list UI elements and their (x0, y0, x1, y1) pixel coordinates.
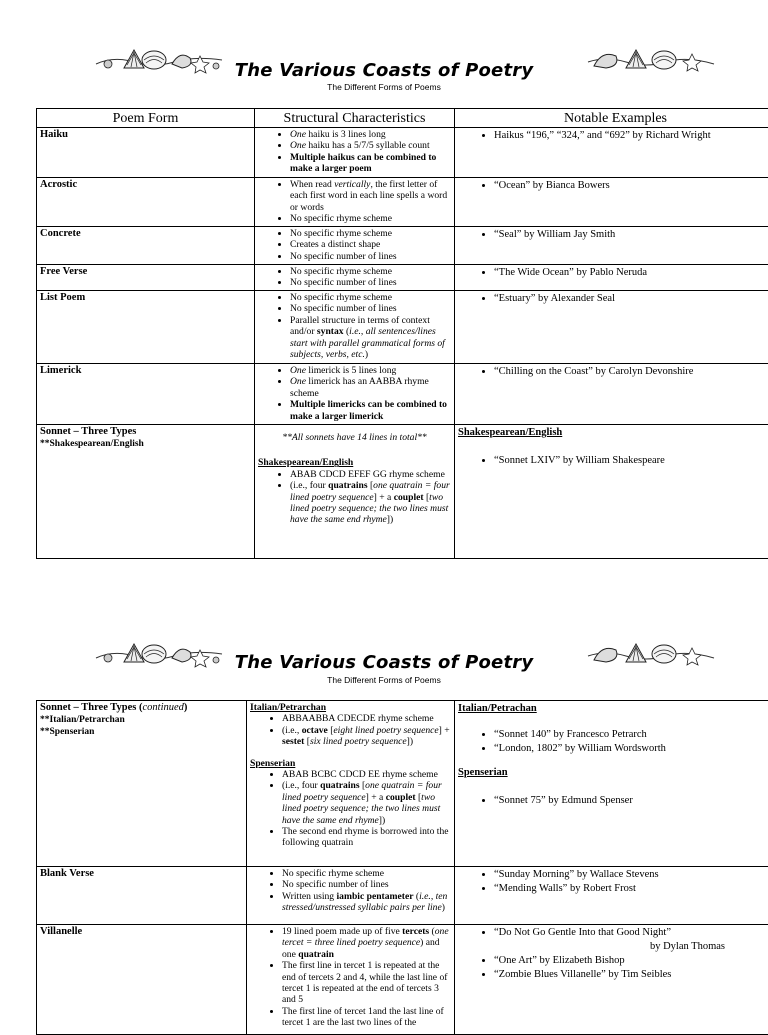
examples-cell (455, 128, 768, 178)
example-item: • “Sunday Morning” by Wallace Stevens (494, 868, 768, 882)
structure-cell (255, 227, 455, 265)
table-row (37, 925, 768, 1035)
table-row (37, 265, 768, 291)
examples-cell (455, 227, 768, 265)
table-row (37, 291, 768, 364)
page1-header (0, 38, 768, 118)
list-item: • No specific number of lines (282, 879, 451, 890)
poem-form-cell (37, 701, 247, 867)
poem-form-name: List Poem (37, 291, 255, 364)
table-row (37, 364, 768, 425)
list-item: • One haiku has a 5/7/5 syllable count (290, 140, 451, 151)
list-item: • No specific number of lines (290, 251, 451, 262)
list-item: • (i.e., four quatrains [one quatrain = four lined poetry sequence] + a couplet [two lined poetry sequence; the two lines must have the same end rhyme]) (282, 780, 451, 826)
poem-form-name: Sonnet – Three Types (40, 426, 136, 437)
subtype-heading: Spenserian (250, 758, 451, 769)
list-item: • The second end rhyme is borrowed into the following quatrain (282, 826, 451, 849)
table-row (37, 701, 768, 867)
examples-cell (455, 265, 768, 291)
table-row (37, 425, 768, 559)
subtype-heading: Italian/Petrachan (458, 702, 768, 716)
poem-form-name: Haiku (37, 128, 255, 178)
table-row (37, 867, 768, 925)
example-item: • “Sonnet LXIV” by William Shakespeare (494, 454, 768, 468)
structure-cell (247, 701, 455, 867)
list-item: • No specific rhyme scheme (282, 868, 451, 879)
page-title: The Various Coasts of Poetry (0, 652, 768, 673)
example-item: • “London, 1802” by William Wordsworth (494, 742, 768, 756)
list-item: • ABAB CDCD EFEF GG rhyme scheme (290, 469, 451, 480)
poem-form-name: Acrostic (37, 178, 255, 227)
structure-cell (255, 265, 455, 291)
poem-forms-table-continued (36, 700, 768, 1035)
example-item: • “Zombie Blues Villanelle” by Tim Seibles (494, 968, 768, 982)
page-subtitle: The Different Forms of Poems (0, 675, 768, 685)
column-header: Structural Characteristics (255, 109, 455, 128)
list-item: • No specific rhyme scheme (290, 292, 451, 303)
poem-form-subtype: **Spenserian (40, 726, 243, 738)
example-item: • “Do Not Go Gentle Into that Good Night” by Dylan Thomas (494, 926, 768, 954)
list-item: • Multiple haikus can be combined to make a larger poem (290, 152, 451, 175)
page-title: The Various Coasts of Poetry (0, 60, 768, 81)
structure-cell (255, 425, 455, 559)
examples-cell (455, 291, 768, 364)
structure-cell (255, 364, 455, 425)
example-item: • “The Wide Ocean” by Pablo Neruda (494, 266, 768, 280)
structure-cell (255, 178, 455, 227)
list-item: • One limerick is 5 lines long (290, 365, 451, 376)
examples-cell (455, 701, 768, 867)
structure-cell (255, 291, 455, 364)
subtype-heading: Spenserian (458, 766, 768, 780)
example-item: • Haikus “196,” “324,” and “692” by Richard Wright (494, 129, 768, 143)
list-item: • One haiku is 3 lines long (290, 129, 451, 140)
table-header-row (37, 109, 768, 128)
example-item: • “One Art” by Elizabeth Bishop (494, 954, 768, 968)
list-item: • When read vertically, the first letter of each first word in each line spells a word or words (290, 179, 451, 213)
list-item: • ABBAABBA CDECDE rhyme scheme (282, 713, 451, 724)
page-subtitle: The Different Forms of Poems (0, 82, 768, 92)
list-item: • Written using iambic pentameter (i.e., ten stressed/unstressed syllabic pairs per line) (282, 891, 451, 914)
poem-form-subtype: **Italian/Petrarchan (40, 714, 243, 726)
list-item: • No specific rhyme scheme (290, 266, 451, 277)
poem-forms-table (36, 108, 768, 559)
structure-cell (247, 867, 455, 925)
examples-cell (455, 364, 768, 425)
table-row (37, 178, 768, 227)
example-item: • “Sonnet 75” by Edmund Spenser (494, 794, 768, 808)
examples-cell (455, 867, 768, 925)
subtype-heading: Italian/Petrarchan (250, 702, 451, 713)
poem-form-name: Sonnet – Three Types (continued) (40, 702, 187, 713)
list-item: • No specific number of lines (290, 277, 451, 288)
examples-cell (455, 178, 768, 227)
poem-form-cell (37, 425, 255, 559)
example-item: • “Sonnet 140” by Francesco Petrarch (494, 728, 768, 742)
list-item: • The first line of tercet 1and the last line of tercet 1 are the last two lines of the (282, 1006, 451, 1029)
poem-form-name: Limerick (37, 364, 255, 425)
example-item: • “Ocean” by Bianca Bowers (494, 179, 768, 193)
example-item: • “Seal” by William Jay Smith (494, 228, 768, 242)
example-item: • “Mending Walls” by Robert Frost (494, 882, 768, 896)
poem-form-subtype: **Shakespearean/English (40, 438, 251, 450)
list-item: • No specific number of lines (290, 303, 451, 314)
list-item: • Creates a distinct shape (290, 239, 451, 250)
list-item: • The first line in tercet 1 is repeated at the end of tercets 2 and 4, while the last line of tercet 1 is repeated at the end of tercets 3 and 5 (282, 960, 451, 1006)
list-item: • Parallel structure in terms of context and/or syntax (i.e., all sentences/lines start with parallel grammatical forms of subjects, verbs, etc.) (290, 315, 451, 361)
poem-form-name: Blank Verse (37, 867, 247, 925)
structure-cell (247, 925, 455, 1035)
examples-cell (455, 925, 768, 1035)
list-item: • (i.e., octave [eight lined poetry sequence] + sestet [six lined poetry sequence]) (282, 725, 451, 748)
list-item: • 19 lined poem made up of five tercets (one tercet = three lined poetry sequence) and one quatrain (282, 926, 451, 960)
poem-form-name: Villanelle (37, 925, 247, 1035)
example-item: • “Chilling on the Coast” by Carolyn Devonshire (494, 365, 768, 379)
table-row (37, 128, 768, 178)
poem-form-name: Free Verse (37, 265, 255, 291)
column-header: Notable Examples (455, 109, 768, 128)
poem-form-name: Concrete (37, 227, 255, 265)
column-header: Poem Form (37, 109, 255, 128)
list-item: • No specific rhyme scheme (290, 228, 451, 239)
list-item: • One limerick has an AABBA rhyme scheme (290, 376, 451, 399)
list-item: • No specific rhyme scheme (290, 213, 451, 224)
list-item: • Multiple limericks can be combined to make a larger limerick (290, 399, 451, 422)
examples-cell (455, 425, 768, 559)
subtype-heading: Shakespearean/English (458, 426, 768, 440)
structure-cell (255, 128, 455, 178)
list-item: • ABAB BCBC CDCD EE rhyme scheme (282, 769, 451, 780)
table-row (37, 227, 768, 265)
list-item: • (i.e., four quatrains [one quatrain = four lined poetry sequence] + a couplet [two lined poetry sequence; the two lines must have the same end rhyme]) (290, 480, 451, 526)
example-item: • “Estuary” by Alexander Seal (494, 292, 768, 306)
subtype-heading: Shakespearean/English (258, 457, 451, 468)
sonnet-note: **All sonnets have 14 lines in total** (258, 432, 451, 443)
